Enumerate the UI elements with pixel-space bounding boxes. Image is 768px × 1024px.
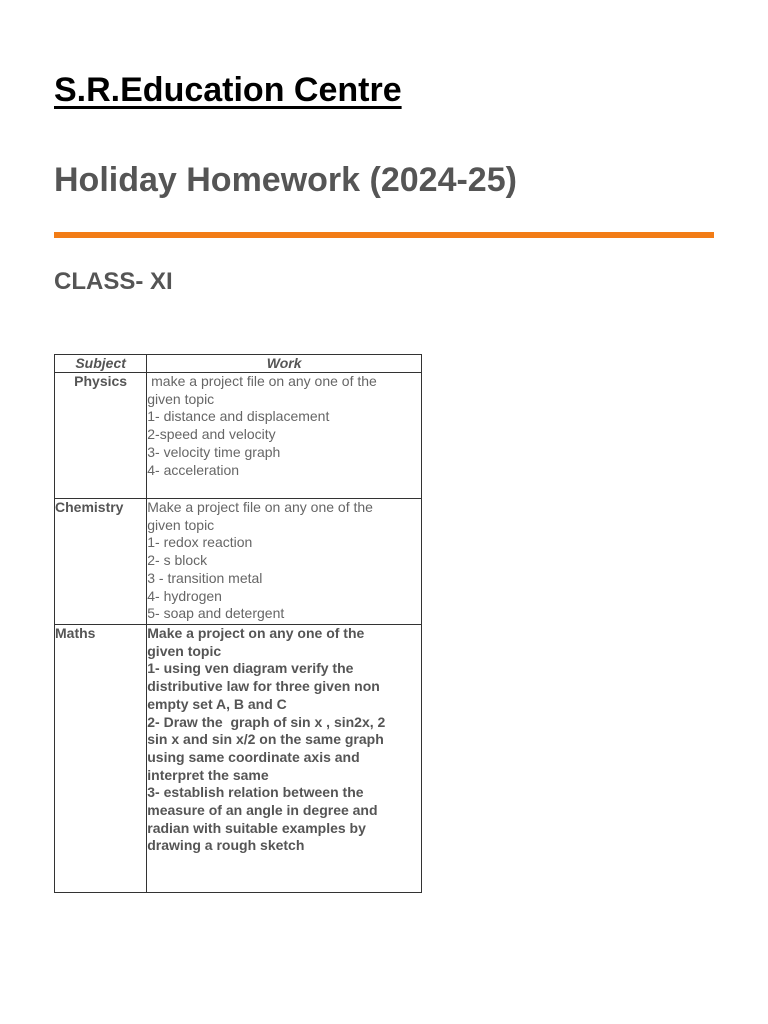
work-line: 1- redox reaction	[147, 534, 253, 551]
work-line: given topic	[147, 642, 222, 659]
work-line: drawing a rough sketch	[147, 837, 305, 854]
table-row-chemistry	[55, 499, 422, 625]
work-line: 1- using ven diagram verify the	[147, 660, 354, 677]
work-line: Make a project on any one of the	[147, 625, 365, 641]
subject-cell-maths: Maths	[55, 625, 147, 893]
work-line: empty set A, B and C	[147, 695, 287, 712]
work-line: 4- acceleration	[147, 461, 240, 478]
work-line: 3- velocity time graph	[147, 443, 281, 460]
work-line: radian with suitable examples by	[147, 819, 366, 836]
work-line: given topic	[147, 390, 215, 407]
work-line: distributive law for three given non	[147, 678, 380, 695]
work-line: Make a project file on any one of the	[147, 499, 373, 515]
subject-column-header: Subject	[55, 355, 147, 373]
work-line: 4- hydrogen	[147, 587, 222, 604]
work-column-header: Work	[147, 355, 422, 373]
class-label: CLASS- XI	[54, 268, 173, 295]
table-row-maths	[55, 625, 422, 893]
work-line: 3 - transition metal	[147, 569, 263, 586]
subject-cell-physics: Physics	[55, 373, 147, 499]
work-line: 2- s block	[147, 552, 208, 569]
homework-table	[54, 354, 422, 893]
work-line: interpret the same	[147, 766, 269, 783]
subject-cell-chemistry: Chemistry	[55, 499, 147, 625]
orange-divider	[54, 232, 714, 238]
work-line: 5- soap and detergent	[147, 605, 285, 622]
work-cell-physics	[147, 373, 422, 499]
work-line: 1- distance and displacement	[147, 408, 330, 425]
work-line: given topic	[147, 516, 215, 533]
work-line: 2-speed and velocity	[147, 426, 276, 443]
work-line: 2- Draw the graph of sin x , sin2x, 2	[147, 713, 386, 730]
table-header-row	[55, 355, 422, 373]
document-title: Holiday Homework (2024-25)	[54, 161, 517, 199]
work-line: measure of an angle in degree and	[147, 802, 378, 819]
work-line: make a project file on any one of the	[147, 373, 377, 389]
work-cell-chemistry	[147, 499, 422, 625]
table-row-physics	[55, 373, 422, 499]
work-line: sin x and sin x/2 on the same graph	[147, 731, 384, 748]
work-line: 3- establish relation between the	[147, 784, 364, 801]
work-cell-maths	[147, 625, 422, 893]
school-name: S.R.Education Centre	[54, 71, 402, 109]
work-line: using same coordinate axis and	[147, 748, 360, 765]
